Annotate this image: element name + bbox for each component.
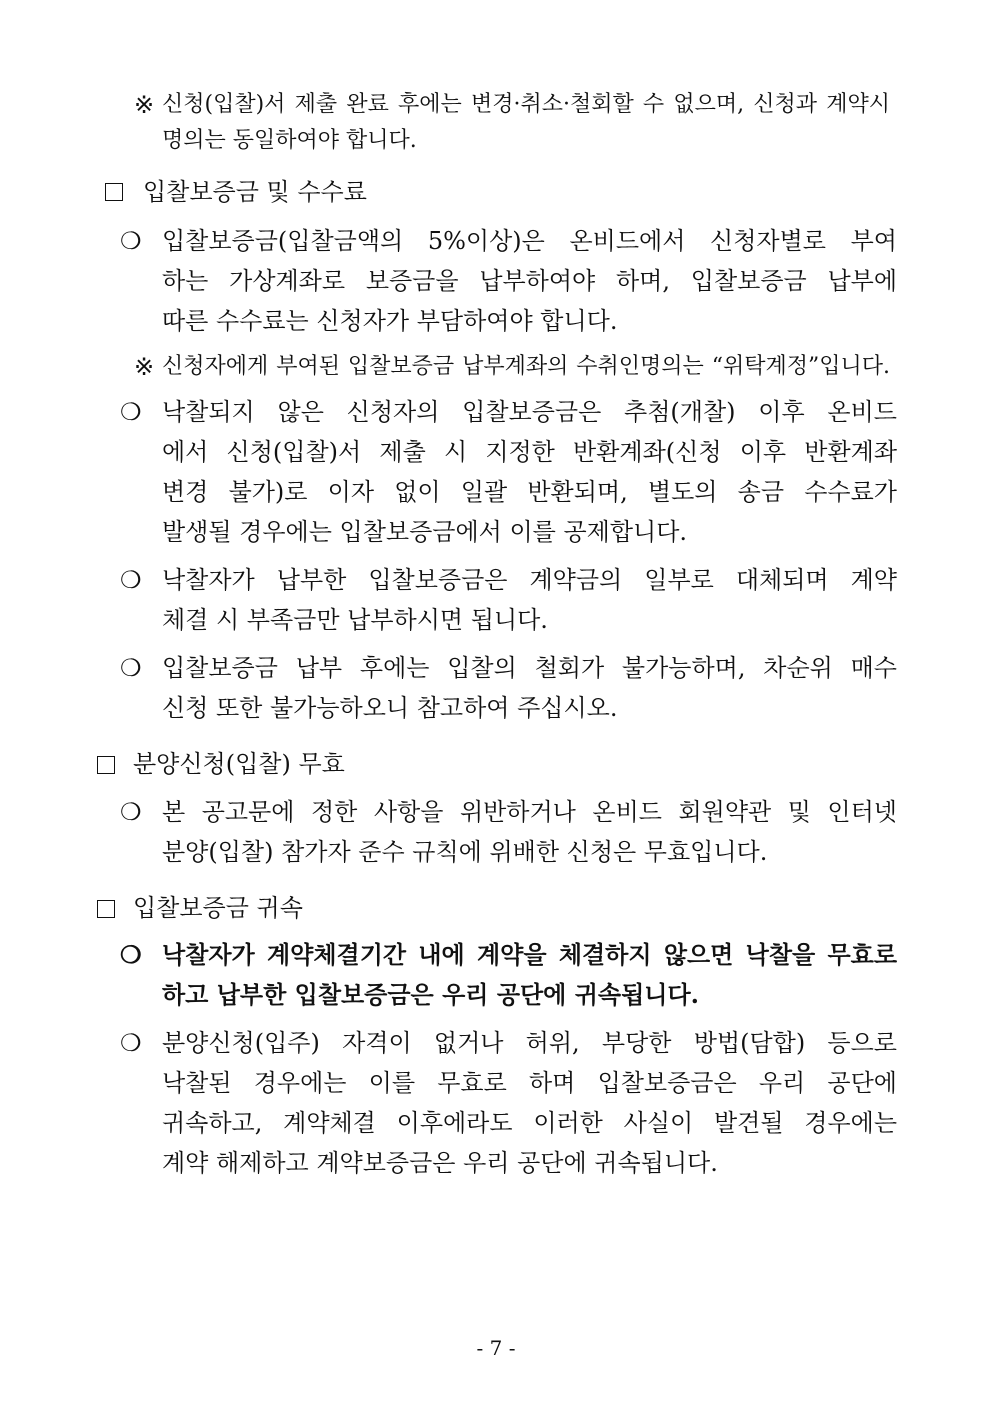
note-line: 신청자에게 부여된 입찰보증금 납부계좌의 수취인명의는 “위탁계정”입니다. — [162, 354, 890, 379]
paragraph-line: 에서 신청(입찰)서 제출 시 지정한 반환계좌(신청 이후 반환계좌 — [162, 438, 897, 466]
paragraph-line: 귀속하고, 계약체결 이후에라도 이러한 사실이 발견될 경우에는 — [162, 1109, 897, 1137]
paragraph-line: 입찰보증금(입찰금액의 5%이상)은 온비드에서 신청자별로 부여 — [162, 227, 897, 255]
bullet-circle-icon: ❍ — [120, 398, 142, 426]
section-checkbox-icon — [105, 183, 123, 201]
reference-mark-icon: ※ — [134, 91, 155, 119]
section-title: 분양신청(입찰) 무효 — [133, 750, 345, 778]
paragraph-line: 입찰보증금 납부 후에는 입찰의 철회가 불가능하며, 차순위 매수 — [162, 654, 897, 682]
paragraph-line: 신청 또한 불가능하오니 참고하여 주십시오. — [162, 694, 618, 722]
bullet-circle-icon: ❍ — [120, 798, 142, 826]
paragraph-line: 낙찰되지 않은 신청자의 입찰보증금은 추첨(개찰) 이후 온비드 — [162, 398, 897, 426]
paragraph-line: 따른 수수료는 신청자가 부담하여야 합니다. — [162, 307, 618, 335]
paragraph-line: 발생될 경우에는 입찰보증금에서 이를 공제합니다. — [162, 518, 688, 546]
section-checkbox-icon — [97, 900, 115, 918]
page-number: - 7 - — [476, 1336, 516, 1360]
emphasis-line: 하고 납부한 입찰보증금은 우리 공단에 귀속됩니다. — [162, 980, 699, 1009]
bullet-circle-icon: ❍ — [120, 227, 142, 255]
bullet-circle-icon: ❍ — [120, 1029, 142, 1057]
note-line: 명의는 동일하여야 합니다. — [162, 128, 417, 153]
paragraph-line: 분양신청(입주) 자격이 없거나 허위, 부당한 방법(담합) 등으로 — [162, 1029, 897, 1057]
section-checkbox-icon — [97, 756, 115, 774]
paragraph-line: 변경 불가)로 이자 없이 일괄 반환되며, 별도의 송금 수수료가 — [162, 478, 897, 506]
paragraph-line: 체결 시 부족금만 납부하시면 됩니다. — [162, 606, 548, 634]
section-title: 입찰보증금 귀속 — [133, 894, 303, 922]
section-title: 입찰보증금 및 수수료 — [143, 178, 367, 206]
paragraph-line: 본 공고문에 정한 사항을 위반하거나 온비드 회원약관 및 인터넷 — [162, 798, 897, 826]
reference-mark-icon: ※ — [134, 353, 155, 381]
paragraph-line: 하는 가상계좌로 보증금을 납부하여야 하며, 입찰보증금 납부에 — [162, 267, 897, 295]
paragraph-line: 계약 해제하고 계약보증금은 우리 공단에 귀속됩니다. — [162, 1149, 718, 1177]
paragraph-line: 낙찰자가 납부한 입찰보증금은 계약금의 일부로 대체되며 계약 — [162, 566, 897, 594]
bullet-circle-icon: ❍ — [120, 566, 142, 594]
note-line: 신청(입찰)서 제출 완료 후에는 변경·취소·철회할 수 없으며, 신청과 계약시 — [162, 92, 890, 117]
emphasis-line: 낙찰자가 계약체결기간 내에 계약을 체결하지 않으면 낙찰을 무효로 — [162, 940, 897, 969]
bullet-circle-icon: ❍ — [120, 940, 142, 969]
paragraph-line: 낙찰된 경우에는 이를 무효로 하며 입찰보증금은 우리 공단에 — [162, 1069, 897, 1097]
paragraph-line: 분양(입찰) 참가자 준수 규칙에 위배한 신청은 무효입니다. — [162, 838, 768, 866]
bullet-circle-icon: ❍ — [120, 654, 142, 682]
